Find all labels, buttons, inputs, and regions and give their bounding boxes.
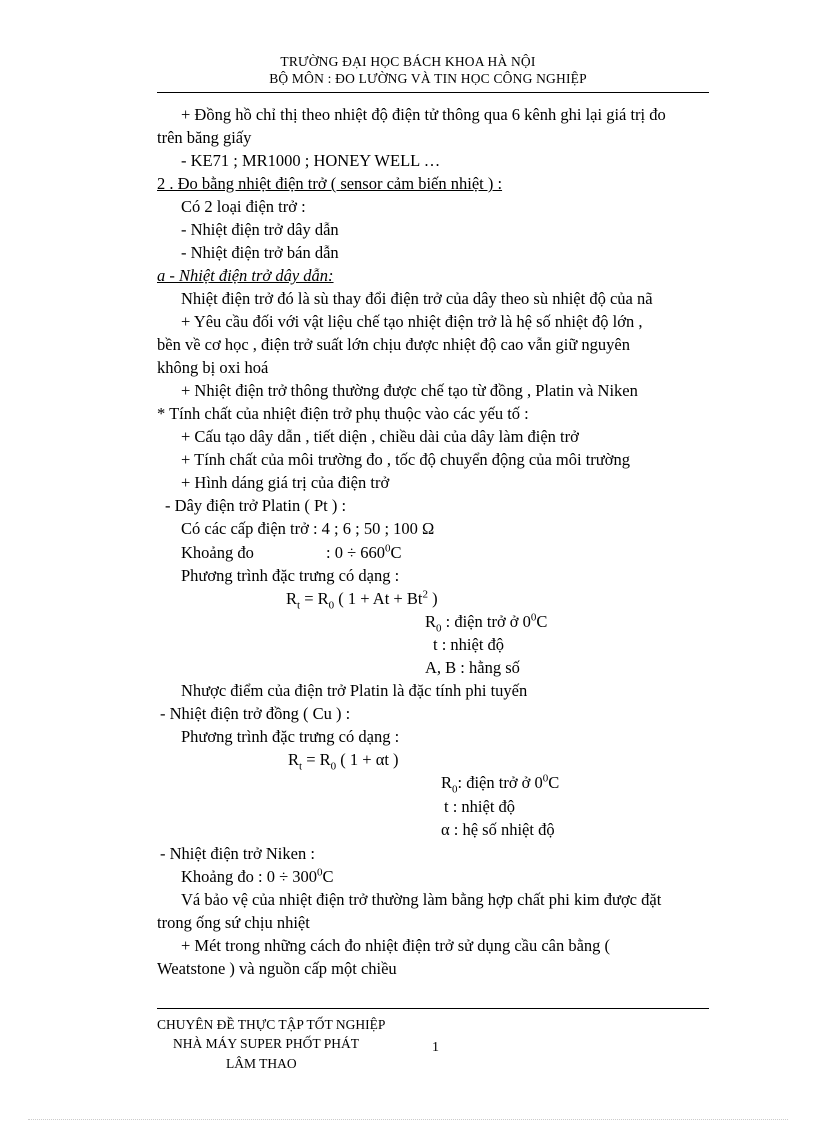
body-line-3: - KE71 ; MR1000 ; HONEY WELL …: [181, 151, 441, 170]
page-number: 1: [432, 1040, 439, 1055]
nickel-range: Khoảng đo : $0 \div 300^0C$: [181, 866, 334, 886]
range-value: : $0 \div 660^0C$: [326, 542, 402, 562]
body-line-9: Nhiệt điện trở đó là sù thay đổi điện trở của dây theo sù nhiệt độ của nã: [181, 289, 653, 308]
body-line-21: Phương trình đặc trưng có dạng :: [181, 566, 400, 585]
body-line-14: * Tính chất của nhiệt điện trở phụ thuộc vào các yếu tố :: [157, 404, 529, 423]
body-line-34: trong ống sứ chịu nhiệt: [157, 913, 310, 932]
header-school: TRƯỜNG ĐẠI HỌC BÁCH KHOA HÀ NỘI: [280, 54, 536, 69]
body-line-2: trên băng giấy: [157, 128, 252, 147]
body-line-18: - Dây điện trở Platin ( Pt ) :: [165, 496, 347, 515]
body-line-16: + Tính chất của môi trường đo , tốc độ chuyển động của môi trường: [181, 450, 630, 469]
body-line-31: - Nhiệt điện trở Niken :: [160, 844, 315, 863]
body-line-10: + Yêu cầu đối với vật liệu chế tạo nhiệt điện trở là hệ số nhiệt độ lớn ,: [181, 312, 643, 331]
body-line-35: + Mét trong những cách đo nhiệt điện trở sử dụng cầu cân bằng (: [181, 936, 611, 955]
body-line-1: + Đồng hồ chỉ thị theo nhiệt độ điện tử thông qua 6 kênh ghi lại giá trị đo: [181, 105, 666, 124]
body-line-19: Có các cấp điện trở : 4 ; 6 ; 50 ; 100 Ω: [181, 519, 435, 538]
body-line-7: - Nhiệt điện trở bán dẫn: [181, 243, 339, 262]
section-heading-2: 2 . Đo bằng nhiệt điện trở ( sensor cảm biến nhiệt ) :: [157, 174, 503, 193]
body-line-36: Weatstone ) và nguồn cấp một chiều: [157, 959, 397, 978]
header-department: BỘ MÔN : ĐO LƯỜNG VÀ TIN HỌC CÔNG NGHIỆP: [269, 71, 587, 86]
body-line-26: - Nhiệt điện trở đồng ( Cu ) :: [160, 704, 351, 723]
platin-def-r0: $R_0$ : điện trở ở $0^0C$: [425, 611, 548, 635]
body-line-12: không bị oxi hoá: [157, 358, 269, 377]
copper-equation: $R_t = R_0$ ( 1 + αt ): [288, 750, 399, 773]
body-line-13: + Nhiệt điện trở thông thường được chế tạo từ đồng , Platin và Niken: [181, 381, 638, 400]
footer-location: LÂM THAO: [226, 1056, 297, 1071]
copper-def-r0: $R_0$: điện trở ở $0^0C$: [441, 772, 560, 796]
body-line-33: Vá bảo vệ của nhiệt điện trở thường làm bằng hợp chất phi kim được đặt: [181, 890, 662, 909]
range-label: Khoảng đo: [181, 543, 254, 562]
body-line-25: Nhược điểm của điện trở Platin là đặc tính phi tuyến: [181, 681, 528, 700]
subsection-heading-a: a - Nhiệt điện trở dây dẫn:: [157, 266, 334, 285]
platin-def-ab: A, B : hằng số: [425, 658, 520, 677]
footer-factory: NHÀ MÁY SUPER PHỐT PHÁT: [173, 1036, 360, 1051]
platin-equation: $R_t = R_0$ ( $1 + At + Bt^2$ ): [286, 588, 438, 612]
body-line-27: Phương trình đặc trưng có dạng :: [181, 727, 400, 746]
body-line-17: + Hình dáng giá trị của điện trở: [181, 473, 390, 492]
platin-def-t: t : nhiệt độ: [433, 635, 505, 654]
copper-def-t: t : nhiệt độ: [444, 797, 516, 816]
body-line-15: + Cấu tạo dây dẫn , tiết diện , chiều dài của dây làm điện trở: [181, 427, 579, 446]
body-line-5: Có 2 loại điện trở :: [181, 197, 306, 216]
footer-rule: [157, 1008, 709, 1009]
body-line-6: - Nhiệt điện trở dây dẫn: [181, 220, 339, 239]
header-rule: [157, 92, 709, 93]
footer-title: CHUYÊN ĐỀ THỰC TẬP TỐT NGHIỆP: [157, 1017, 386, 1032]
copper-def-alpha: α : hệ số nhiệt độ: [441, 820, 555, 839]
page-edge-dots: [28, 1119, 788, 1120]
body-line-11: bền về cơ học , điện trở suất lớn chịu được nhiệt độ cao vẫn giữ nguyên: [157, 335, 630, 354]
